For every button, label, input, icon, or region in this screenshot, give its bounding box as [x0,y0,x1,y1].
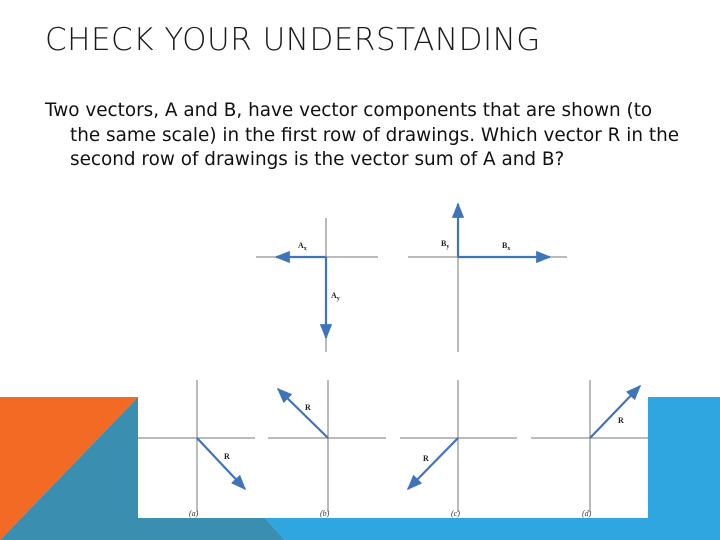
caption-d: (d) [582,509,592,518]
panel-b-components [408,203,567,352]
label-r: R [305,403,311,412]
option-b-panel [268,380,386,518]
panel-a-components [256,218,378,352]
option-a-panel [138,380,255,518]
label-bx: $B_x$ [502,241,511,252]
caption-c: (c) [451,509,460,518]
slide-title: CHECK YOUR UNDERSTANDING [45,22,541,58]
label-ax: $A_x$ [298,241,307,252]
vector-r [408,438,458,489]
teal-band-shape [138,518,285,540]
label-r: R [423,454,429,463]
vector-r [590,386,640,438]
caption-a: (a) [189,509,199,518]
blue-corner-shape [265,397,720,540]
option-c-panel [400,380,517,518]
label-r: R [224,452,230,461]
question-text: Two vectors, A and B, have vector components that are shown (to the same scale) in the first row of drawings. Which vector R in the second row of drawings is the vector sum of A and B? [45,100,680,170]
label-by: $B_y$ [441,239,450,250]
option-d-panel [531,380,648,518]
label-r: R [618,416,624,425]
vector-r [278,389,328,438]
label-ay: $A_y$ [331,291,340,302]
vector-r [197,438,245,489]
caption-b: (b) [320,509,330,518]
